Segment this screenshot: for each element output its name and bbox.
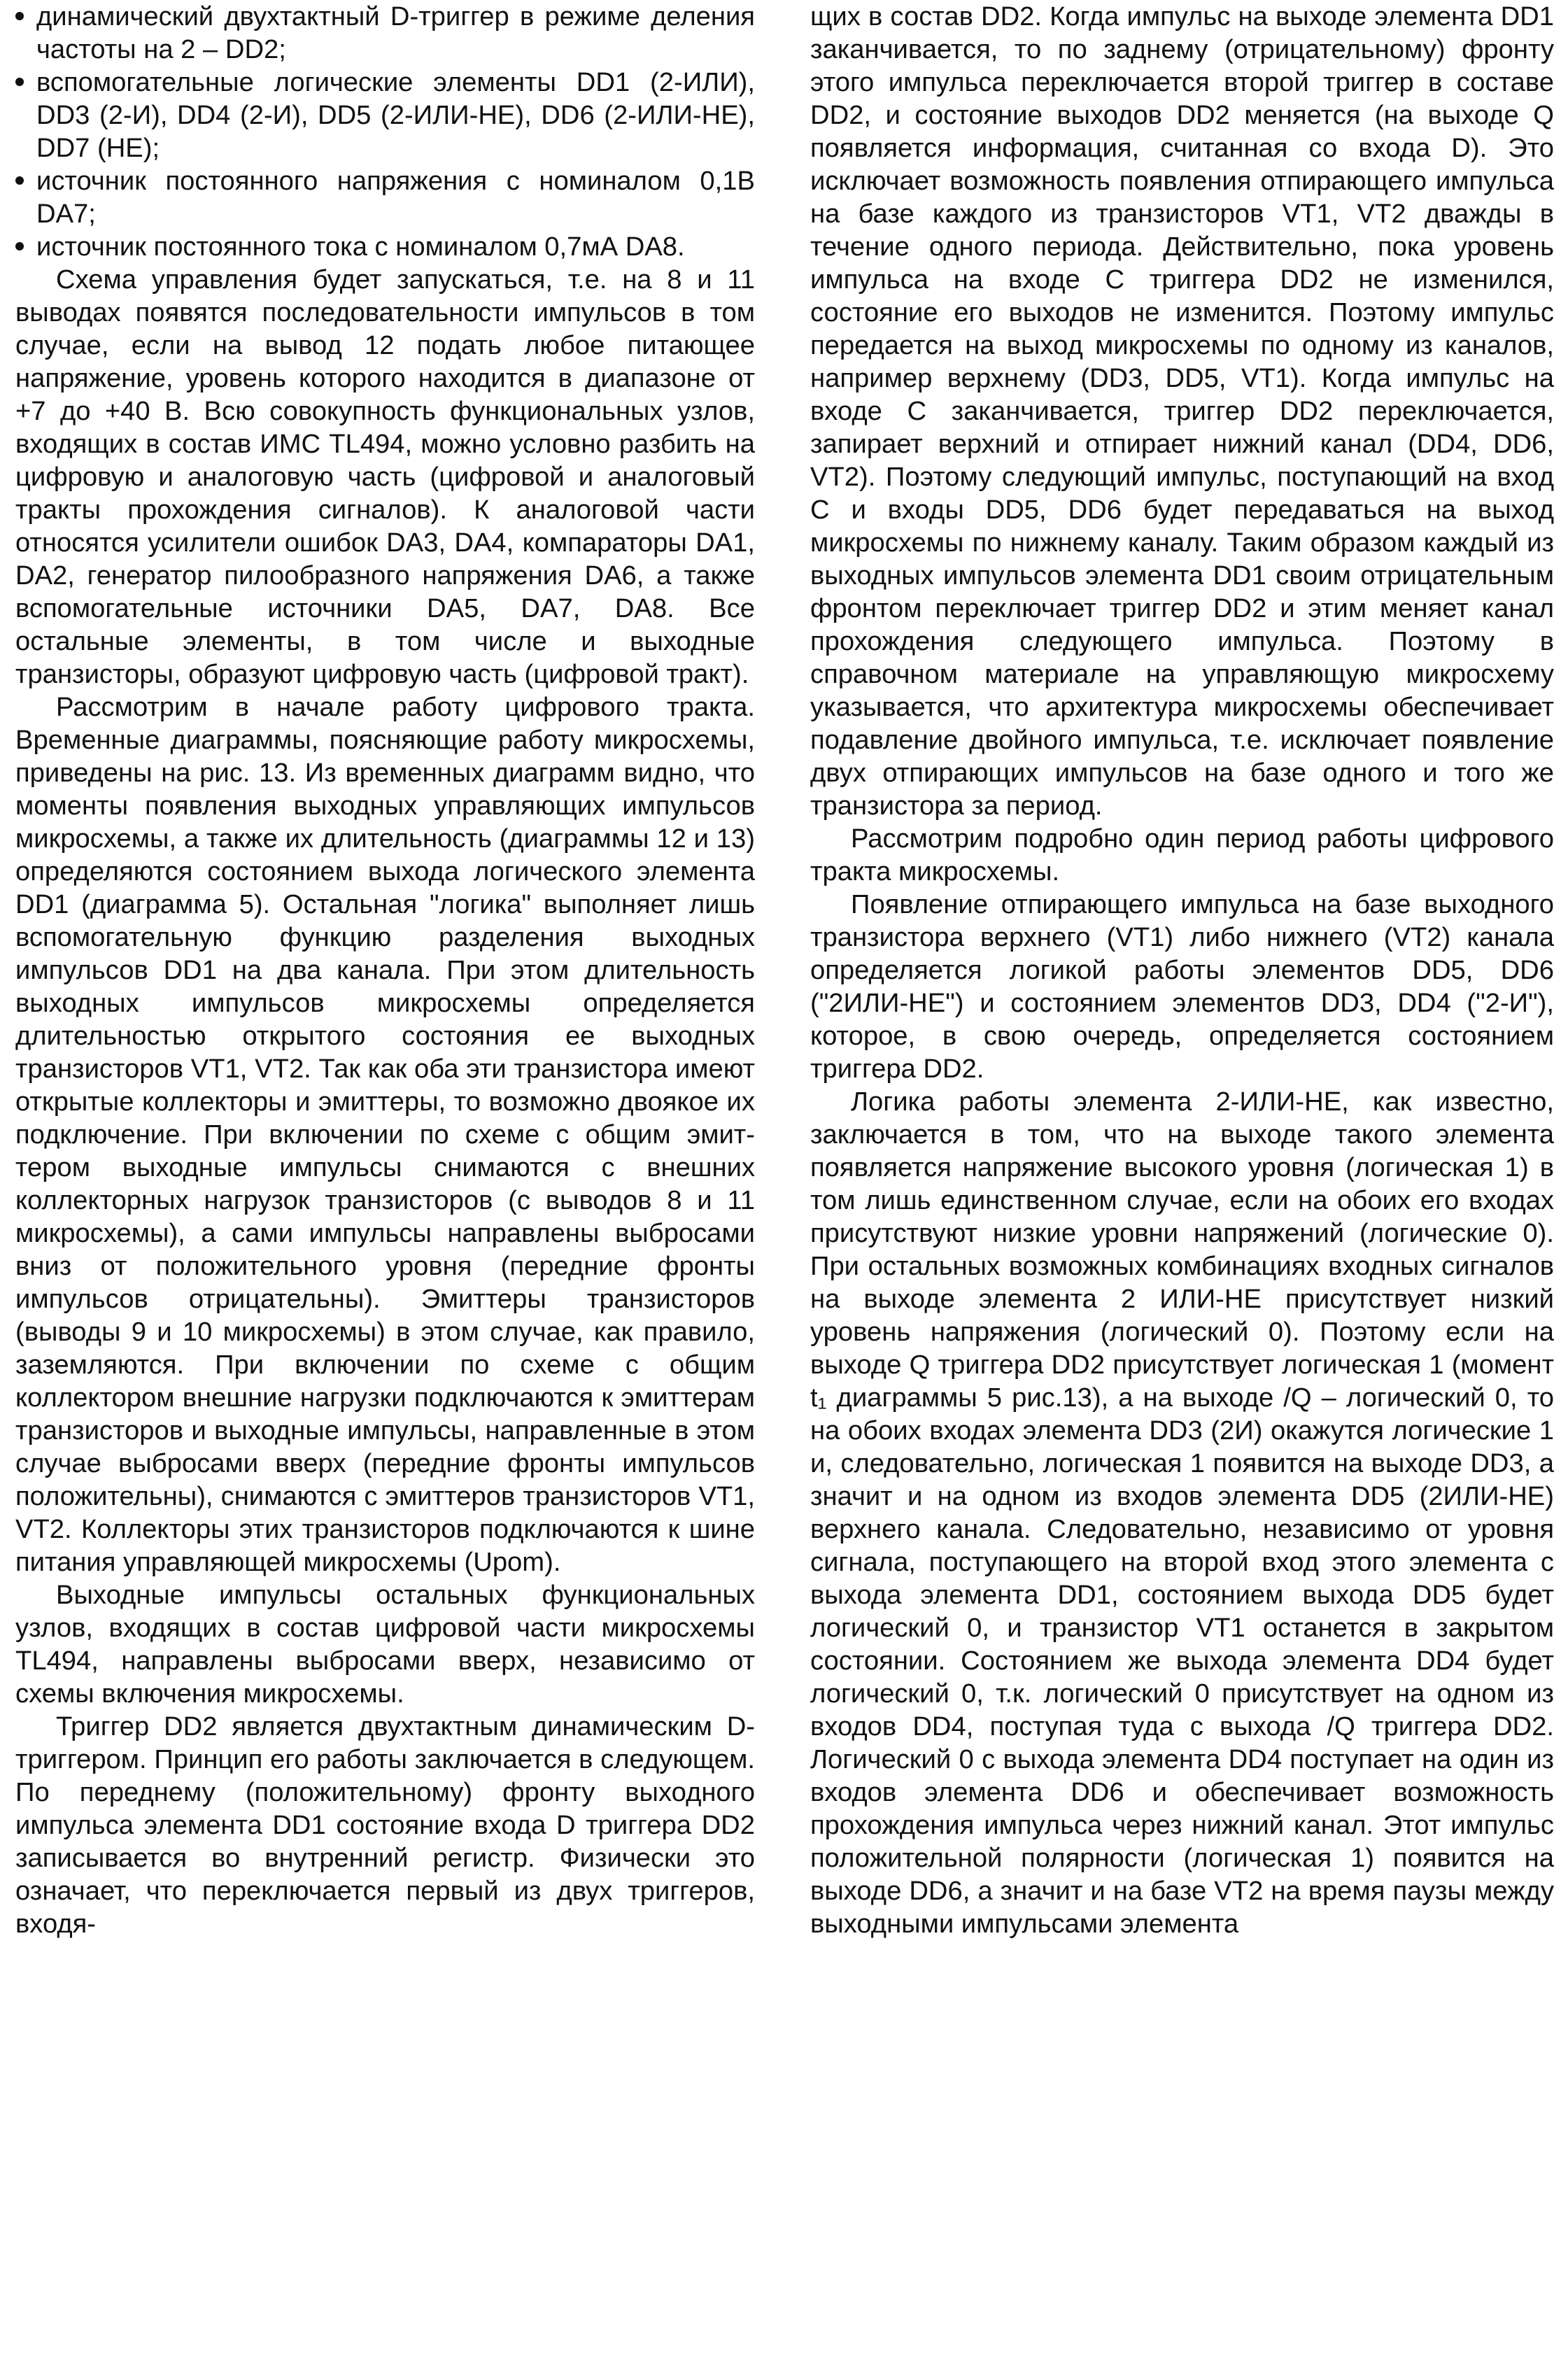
- bullet-icon: [15, 176, 24, 185]
- paragraph-trigger-dd2: Триггер DD2 является двухтактным динамическим D-триггером. Принцип его работы заключается в следующем. По переднему (положительному) фронту выходного импульса элемента DD1 состояние входа D триггера DD2 записывается во внутренний регистр. Физически это означает, что переключается первый из двух триггеров, входя-: [15, 1711, 755, 1939]
- bullet-icon: [15, 78, 24, 86]
- bullet-icon: [15, 242, 24, 250]
- paragraph-continuation: щих в состав DD2. Когда импульс на выходе элемента DD1 заканчивается, то по заднему (отрицательному) фронту этого импульса переключается второй триггер в составе DD2, и состояние выходов DD2 меняется (на выходе Q появляется информация, считанная со входа D). Это исключает возможность появления отпирающего импульса на базе каждого из транзисторов VT1, VT2 дважды в течение одного периода. Действительно, пока уровень импульса на входе C триггера DD2 не изменился, состояние его выходов не изменится. Поэтому импульс передается на выход микросхемы по одному из каналов, например верхнему (DD3, DD5, VT1). Когда импульс на входе С заканчивается, триггер DD2 переключается, запирает верхний и отпирает нижний канал (DD4, DD6, VT2). Поэтому следующий импульс, поступающий на вход С и входы DD5, DD6 будет передаваться на выход микросхемы по нижнему каналу. Таким образом каждый из выходных импульсов элемента DD1 своим отрицательным фронтом переключает триггер DD2 и этим меняет канал прохождения следующего импульса. Поэтому в справочном материале на управляющую микросхему указывается, что архитектура микросхемы обеспечивает подавление двойного импульса, т.е. исключает появление двух отпирающих импульсов на базе одного и того же транзистора за период.: [810, 1, 1554, 821]
- list-item: [15, 230, 755, 263]
- component-list: [15, 0, 755, 263]
- list-item-text: динамический двухтактный D-триггер в режиме деления частоты на 2 – DD2;: [36, 1, 755, 64]
- list-item-text: вспомогательные логические элементы DD1 (2-ИЛИ), DD3 (2-И), DD4 (2-И), DD5 (2-ИЛИ-НЕ), DD6 (2-ИЛИ-НЕ), DD7 (НЕ);: [36, 67, 755, 163]
- list-item: [15, 164, 755, 230]
- left-column: [15, 0, 755, 1940]
- list-item: [15, 66, 755, 164]
- right-column: [810, 0, 1554, 1940]
- paragraph-nor-logic: Логика работы элемента 2-ИЛИ-НЕ, как известно, заключается в том, что на выходе такого элемента появляется напряжение высокого уровня (логическая 1) в том лишь единственном случае, если на обоих его входах присутствуют низкие уровни напряжений (логические 0). При остальных возможных комбинациях входных сигналов на выходе элемента 2 ИЛИ-НЕ присутствует низкий уровень напряжения (логический 0). Поэтому если на выходе Q триггера DD2 присутствует логическая 1 (момент t₁ диаграммы 5 рис.13), а на выходе /Q – логический 0, то на обоих входах элемента DD3 (2И) окажутся логические 1 и, следовательно, логическая 1 появится на выходе DD3, а значит и на одном из входов элемента DD5 (2ИЛИ-НЕ) верхнего канала. Следовательно, независимо от уровня сигнала, поступающего на второй вход этого элемента с выхода элемента DD1, состоянием выхода DD5 будет логический 0, и транзистор VT1 останется в закрытом состоянии. Состоянием же выхода элемента DD4 будет логический 0, т.к. логический 0 присутствует на одном из входов DD4, поступая туда с выхода /Q триггера DD2. Логический 0 с выхода элемента DD4 поступает на один из входов элемента DD6 и обеспечивает возможность прохождения импульса через нижний канал. Этот импульс положительной полярности (логическая 1) появится на выходе DD6, а значит и на базе VT2 на время паузы между выходными импульсами элемента: [810, 1087, 1554, 1939]
- paragraph-period-intro: Рассмотрим подробно один период работы цифрового тракта микросхемы.: [810, 824, 1554, 886]
- paragraph-digital-tract: Рассмотрим в начале работу цифрового тракта. Временные диаграммы, поясняющие работу микросхемы, приведены на рис. 13. Из временных диаграмм видно, что моменты появления выходных управляющих импульсов микросхемы, а также их длительность (диаграммы 12 и 13) определяются состоянием выхода логического элемента DD1 (диаграмма 5). Остальная "логика" выполняет лишь вспомогательную функцию разделения выходных импульсов DD1 на два канала. При этом длительность выходных импульсов микросхемы определяется длительностью открытого состояния ее выходных транзисторов VT1, VT2. Так как оба эти транзистора имеют открытые коллекторы и эмиттеры, то возможно двоякое их подключение. При включении по схеме с общим эмиттером выходные импульсы снимаются с внешних коллекторных нагрузок транзисторов (с выводов 8 и 11 микросхемы), а сами импульсы направлены выбросами вниз от положительного уровня (передние фронты импульсов отрицательны). Эмиттеры транзисторов (выводы 9 и 10 микросхемы) в этом случае, как правило, заземляются. При включении по схеме с общим коллектором внешние нагрузки подключаются к эмиттерам транзисторов и выходные импульсы, направленные в этом случае выбросами вверх (передние фронты импульсов положительны), снимаются с эмиттеров транзисторов VT1, VT2. Коллекторы этих транзисторов подключаются к шине питания управляющей микросхемы (Upom).: [15, 692, 755, 1577]
- list-item-text: источник постоянного напряжения с номиналом 0,1В DA7;: [36, 166, 755, 229]
- paragraph-startup: Схема управления будет запускаться, т.е. на 8 и 11 выводах появятся последовательности импульсов в том случае, если на вывод 12 подать любое питающее напряжение, уровень которого находится в диапазоне от +7 до +40 В. Всю совокупность функциональных узлов, входящих в состав ИМС TL494, можно условно разбить на цифровую и аналоговую часть (цифровой и аналоговый тракты прохождения сигналов). К аналоговой части относятся усилители ошибок DA3, DA4, компараторы DA1, DA2, генератор пилообразного напряжения DA6, а также вспомогательные источники DA5, DA7, DA8. Все остальные элементы, в том числе и выходные транзисторы, образуют цифровую часть (цифровой тракт).: [15, 264, 755, 689]
- list-item-text: источник постоянного тока с номиналом 0,7мА DA8.: [36, 232, 685, 262]
- paragraph-unlock-pulse: Появление отпирающего импульса на базе выходного транзистора верхнего (VT1) либо нижнего (VT2) канала определяется логикой работы элементов DD5, DD6 ("2ИЛИ-НЕ") и состоянием элементов DD3, DD4 ("2-И"), которое, в свою очередь, определяется состоянием триггера DD2.: [810, 889, 1554, 1084]
- paragraph-output-pulses: Выходные импульсы остальных функциональных узлов, входящих в состав цифровой части микросхемы TL494, направлены выбросами вверх, независимо от схемы включения микросхемы.: [15, 1580, 755, 1709]
- bullet-icon: [15, 12, 24, 20]
- list-item: [15, 0, 755, 66]
